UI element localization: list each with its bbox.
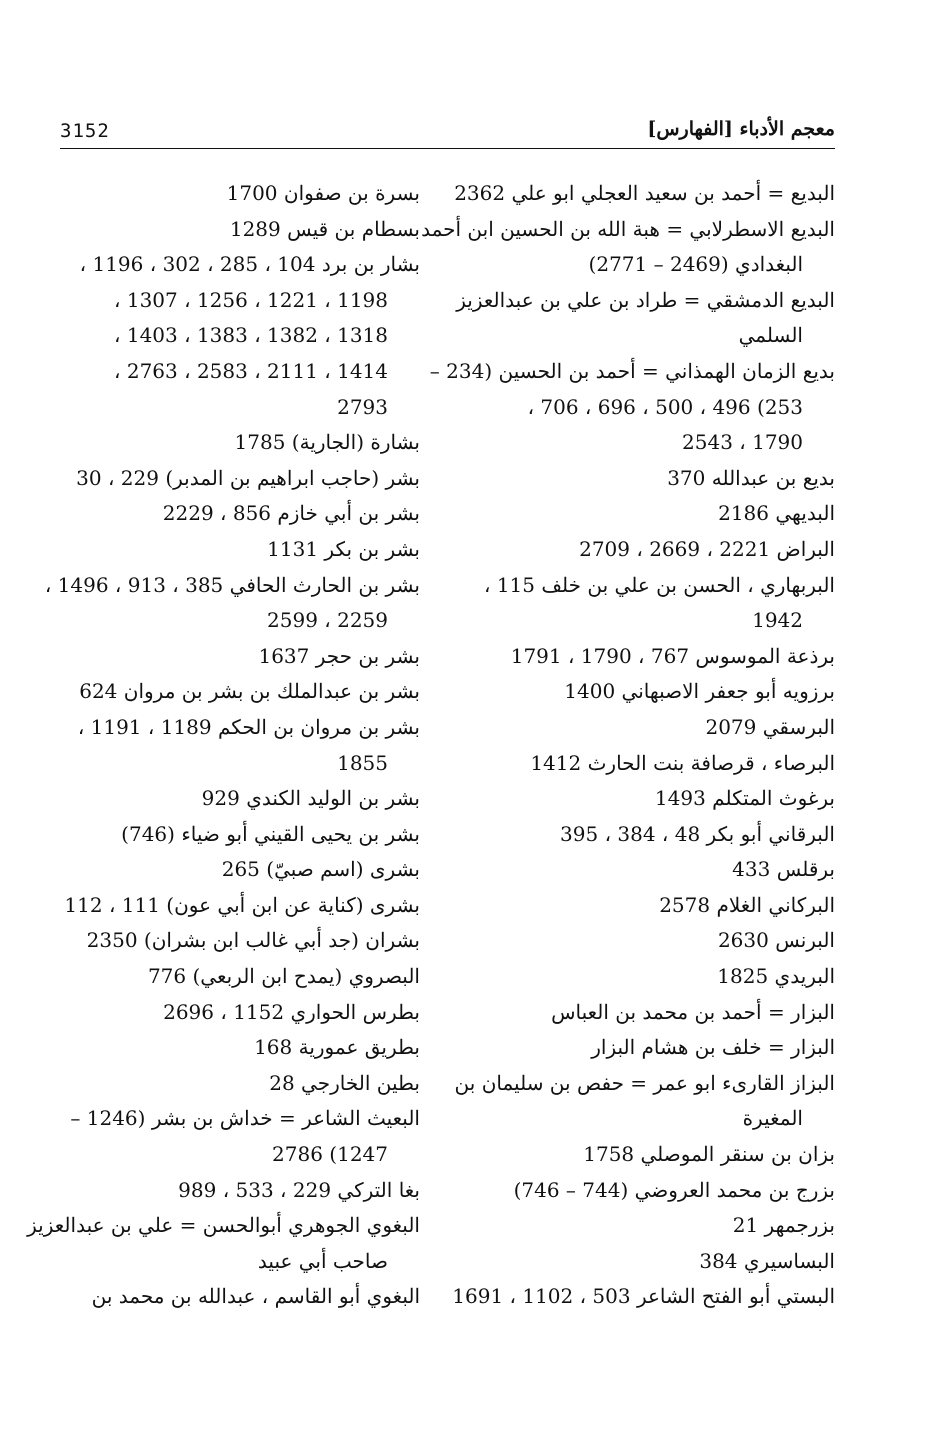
- index-entry-line: البركاني الغلام 2578: [659, 892, 835, 917]
- index-entry-line: 2259 ، 2599: [267, 608, 388, 633]
- index-entry-line: بطرس الحواري 1152 ، 2696: [163, 999, 420, 1024]
- index-entry-line: 1790 ، 2543: [682, 430, 803, 455]
- index-entry-line: 1855: [337, 750, 388, 775]
- index-entry-line: البزاز القارىء ابو عمر = حفص بن سليمان بن: [454, 1070, 835, 1095]
- index-entry-line: البرنس 2630: [717, 928, 835, 953]
- index-entry-line: البغوي أبو القاسم ، عبدالله بن محمد بن: [91, 1284, 420, 1309]
- index-entry-line: برقلس 433: [732, 857, 835, 882]
- index-column-right: [421, 176, 835, 1315]
- index-entry-line: البراض 2221 ، 2669 ، 2709: [579, 536, 835, 561]
- index-entry-line: بديع بن عبدالله 370: [667, 465, 835, 490]
- index-entry-line: بشر بن الوليد الكندي 929: [201, 786, 420, 811]
- index-entry-line: بطين الخارجي 28: [269, 1070, 420, 1095]
- index-entry-line: بشران (جد أبي غالب ابن بشران) 2350: [86, 928, 420, 953]
- index-entry-line: بشر بن عبدالملك بن بشر بن مروان 624: [79, 679, 420, 704]
- index-entry-line: البربهاري ، الحسن بن علي بن خلف 115 ،: [484, 572, 835, 597]
- index-entry-line: 2793: [337, 394, 388, 419]
- index-column-left: [27, 176, 420, 1315]
- index-entry-line: بشار بن برد 104 ، 285 ، 302 ، 1196 ،: [79, 252, 420, 277]
- index-entry-line: البرصاء ، قرصافة بنت الحارث 1412: [530, 750, 835, 775]
- index-entry-line: بطريق عمورية 168: [254, 1035, 420, 1060]
- index-entry-line: 253) 496 ، 500 ، 696 ، 706 ،: [527, 394, 803, 419]
- index-entry-line: بزرج بن محمد العروضي (744 – 746): [513, 1177, 835, 1202]
- index-entry-line: البزار = أحمد بن محمد بن العباس: [551, 999, 835, 1024]
- index-entry-line: البصروي (يمدح ابن الربعي) 776: [147, 964, 420, 989]
- index-entry-line: البرقاني أبو بكر 48 ، 384 ، 395: [560, 821, 835, 846]
- index-entry-line: بزرجمهر 21: [732, 1213, 835, 1238]
- index-entry-line: البزار = خلف بن هشام البزار: [591, 1035, 835, 1060]
- index-entry-line: برغوث المتكلم 1493: [654, 786, 835, 811]
- index-entry-line: بديع الزمان الهمذاني = أحمد بن الحسين (234 –: [429, 358, 835, 383]
- index-entry-line: 1942: [752, 608, 803, 633]
- index-entry-line: بشر بن الحارث الحافي 385 ، 913 ، 1496 ،: [44, 572, 420, 597]
- index-entry-line: برذعة الموسوس 767 ، 1790 ، 1791: [510, 643, 835, 668]
- running-title: معجم الأدباء [الفهارس]: [647, 118, 835, 140]
- index-entry-line: البديهي 2186: [718, 501, 835, 526]
- index-entry-line: بشر بن أبي خازم 856 ، 2229: [162, 501, 420, 526]
- index-entry-line: بغا التركي 229 ، 533 ، 989: [178, 1177, 420, 1202]
- index-entry-line: البستي أبو الفتح الشاعر 503 ، 1102 ، 1691: [452, 1284, 835, 1309]
- index-entry-line: 1414 ، 2111 ، 2583 ، 2763 ،: [114, 358, 388, 383]
- index-entry-line: بشارة (الجارية) 1785: [234, 430, 420, 455]
- index-entry-line: بشر بن حجر 1637: [258, 643, 420, 668]
- index-entry-line: السلمي: [738, 323, 803, 348]
- index-entry-line: البعيث الشاعر = خداش بن بشر (1246 –: [70, 1106, 420, 1131]
- index-entry-line: بشرى (كناية عن ابن أبي عون) 111 ، 112: [64, 892, 420, 917]
- index-entry-line: بشرى (اسم صبيّ) 265: [221, 857, 420, 882]
- index-entry-line: 1318 ، 1382 ، 1383 ، 1403 ،: [114, 323, 388, 348]
- index-entry-line: صاحب أبي عبيد: [257, 1248, 388, 1273]
- index-entry-line: 1198 ، 1221 ، 1256 ، 1307 ،: [114, 287, 388, 312]
- index-entry-line: بسطام بن قيس 1289: [229, 216, 420, 241]
- index-entry-line: البديع الاسطرلابي = هبة الله بن الحسين ابن أحمد: [421, 216, 835, 241]
- index-entry-line: البديع الدمشقي = طراد بن علي بن عبدالعزيز: [456, 287, 835, 312]
- index-entry-line: البديع = أحمد بن سعيد العجلي ابو علي 2362: [454, 181, 835, 205]
- index-entry-line: المغيرة: [742, 1106, 803, 1131]
- index-entry-line: البريدي 1825: [717, 964, 835, 989]
- page-header: [60, 118, 835, 149]
- index-entry-line: بشر (حاجب ابراهيم بن المدبر) 229 ، 30: [76, 465, 420, 490]
- index-entry-line: البغوي الجوهري أبوالحسن = علي بن عبدالعزيز: [27, 1213, 420, 1238]
- page-number: 3152: [60, 120, 110, 142]
- index-entry-line: بشر بن يحيى القيني أبو ضياء (746): [121, 821, 420, 846]
- index-entry-line: برزويه أبو جعفر الاصبهاني 1400: [564, 679, 835, 704]
- index-entry-line: بسرة بن صفوان 1700: [226, 181, 420, 205]
- index-entry-line: البرسقي 2079: [705, 714, 835, 739]
- index-entry-line: البساسيري 384: [699, 1248, 835, 1273]
- index-entry-line: بشر بن مروان بن الحكم 1189 ، 1191 ،: [77, 714, 420, 739]
- index-entry-line: 1247) 2786: [272, 1142, 388, 1167]
- index-entry-line: بزان بن سنقر الموصلي 1758: [583, 1142, 835, 1167]
- index-entry-line: البغدادي (2469 – 2771): [588, 252, 803, 277]
- index-entry-line: بشر بن بكر 1131: [267, 536, 420, 561]
